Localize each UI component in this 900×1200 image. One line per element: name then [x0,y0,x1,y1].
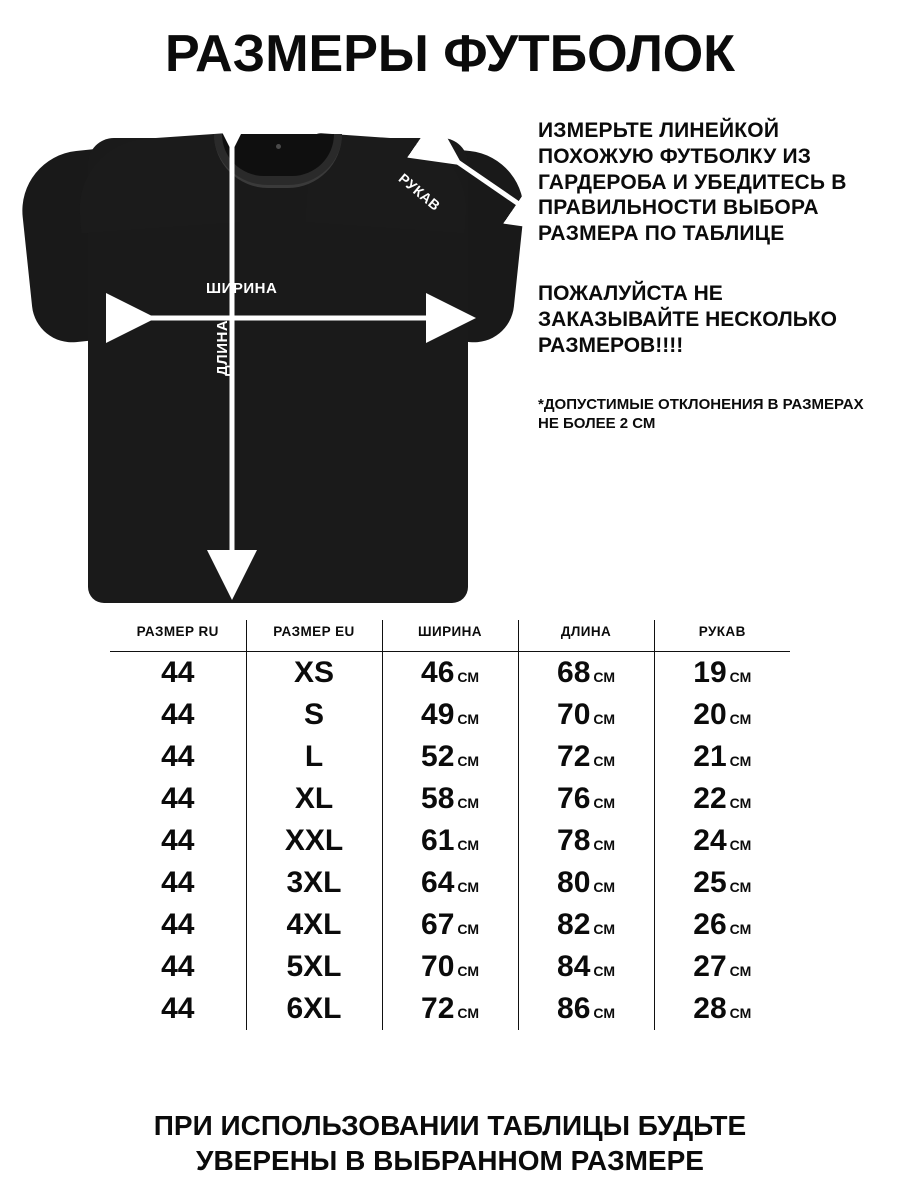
cell-size-ru: 44 [110,946,246,988]
size-table [110,620,790,1030]
column-header-eu: РАЗМЕР EU [246,620,382,652]
cell-length: 70 СМ [518,694,654,736]
size-table-wrapper [110,620,790,1030]
unit-label: СМ [593,963,615,979]
unit-label: СМ [729,1005,752,1021]
table-header-row [110,620,790,652]
cell-length: 82 СМ [518,904,654,946]
cell-sleeve: 20 СМ [693,698,752,731]
page-title: РАЗМЕРЫ ФУТБОЛОК [165,25,735,83]
footer-line-1: ПРИ ИСПОЛЬЗОВАНИИ ТАБЛИЦЫ БУДЬТЕ [153,1110,747,1141]
cell-width: 52 СМ [382,736,518,778]
cell-width: 61 СМ [382,820,518,862]
cell-sleeve: 27 СМ [693,950,752,983]
cell-size-eu: 5XL [246,946,382,988]
unit-label: СМ [593,711,615,727]
unit-label: СМ [457,753,479,769]
cell-width: 49 СМ [382,694,518,736]
column-header-width: ШИРИНА [382,620,518,652]
unit-label: СМ [457,879,479,895]
unit-label: СМ [457,963,479,979]
table-row [110,946,790,988]
cell-length: 68 СМ [518,652,654,695]
cell-width: 67 СМ [382,904,518,946]
cell-size-ru: 44 [110,778,246,820]
measurement-arrows [18,108,538,608]
unit-label: СМ [593,795,615,811]
tshirt-illustration [18,108,538,608]
cell-length: 72 СМ [518,736,654,778]
cell-size-ru: 44 [110,820,246,862]
cell-sleeve: 28 СМ [693,992,752,1025]
cell-sleeve: 26 СМ [693,908,752,941]
cell-length: 84 СМ [518,946,654,988]
cell-width: 64 СМ [382,862,518,904]
unit-label: СМ [729,753,752,769]
unit-label: СМ [729,795,752,811]
cell-size-ru: 44 [110,988,246,1030]
column-header-sleeve: РУКАВ [654,620,790,652]
unit-label: СМ [729,963,752,979]
unit-label: СМ [457,921,479,937]
unit-label: СМ [457,711,479,727]
table-row [110,904,790,946]
cell-size-eu: 4XL [246,904,382,946]
cell-sleeve: 24 СМ [693,824,752,857]
table-row [110,862,790,904]
cell-size-ru: 44 [110,904,246,946]
table-row [110,694,790,736]
unit-label: СМ [457,669,479,685]
column-header-ru: РАЗМЕР RU [110,620,246,652]
cell-size-eu: XL [246,778,382,820]
column-header-length: ДЛИНА [518,620,654,652]
unit-label: СМ [457,1005,479,1021]
cell-sleeve: 19 СМ [693,656,752,689]
unit-label: СМ [593,753,615,769]
unit-label: СМ [593,669,615,685]
unit-label: СМ [729,879,752,895]
unit-label: СМ [729,711,752,727]
cell-size-ru: 44 [110,694,246,736]
cell-size-ru: 44 [110,736,246,778]
unit-label: СМ [457,795,479,811]
cell-sleeve: 22 СМ [693,782,752,815]
table-row [110,988,790,1030]
cell-width: 72 СМ [382,988,518,1030]
table-row [110,820,790,862]
instruction-tolerance: *ДОПУСТИМЫЕ ОТКЛОНЕНИЯ В РАЗМЕРАХ НЕ БОЛЕЕ 2 СМ [538,395,864,433]
size-table-body [110,652,790,1031]
unit-label: СМ [457,837,479,853]
footer-line-2: УВЕРЕНЫ В ВЫБРАННОМ РАЗМЕРЕ [196,1145,704,1176]
unit-label: СМ [593,837,615,853]
footer-note [0,1108,900,1178]
cell-size-eu: S [246,694,382,736]
cell-length: 86 СМ [518,988,654,1030]
table-row [110,652,790,695]
cell-width: 70 СМ [382,946,518,988]
cell-size-ru: 44 [110,652,246,695]
table-row [110,736,790,778]
cell-size-eu: XXL [246,820,382,862]
cell-size-ru: 44 [110,862,246,904]
size-table-head [110,620,790,652]
unit-label: СМ [729,837,752,853]
cell-length: 78 СМ [518,820,654,862]
unit-label: СМ [593,1005,615,1021]
cell-size-eu: XS [246,652,382,695]
unit-label: СМ [729,669,752,685]
cell-size-eu: 6XL [246,988,382,1030]
table-row [110,778,790,820]
cell-size-eu: 3XL [246,862,382,904]
instruction-measure: ИЗМЕРЬТЕ ЛИНЕЙКОЙ ПОХОЖУЮ ФУТБОЛКУ ИЗ ГАРДЕРОБА И УБЕДИТЕСЬ В ПРАВИЛЬНОСТИ ВЫБОРА РАЗМЕРА ПО ТАБЛИЦЕ [538,119,847,246]
cell-size-eu: L [246,736,382,778]
cell-sleeve: 21 СМ [693,740,752,773]
cell-length: 76 СМ [518,778,654,820]
instructions-block [538,118,888,434]
cell-width: 58 СМ [382,778,518,820]
label-sleeve: РУКАВ [395,170,444,214]
unit-label: СМ [729,921,752,937]
label-width: ШИРИНА [206,280,278,297]
cell-sleeve: 25 СМ [693,866,752,899]
cell-length: 80 СМ [518,862,654,904]
label-length: ДЛИНА [214,319,231,376]
cell-width: 46 СМ [382,652,518,695]
instruction-no-multiple-orders: ПОЖАЛУЙСТА НЕ ЗАКАЗЫВАЙТЕ НЕСКОЛЬКО РАЗМЕРОВ!!!! [538,282,838,357]
unit-label: СМ [593,921,615,937]
unit-label: СМ [593,879,615,895]
